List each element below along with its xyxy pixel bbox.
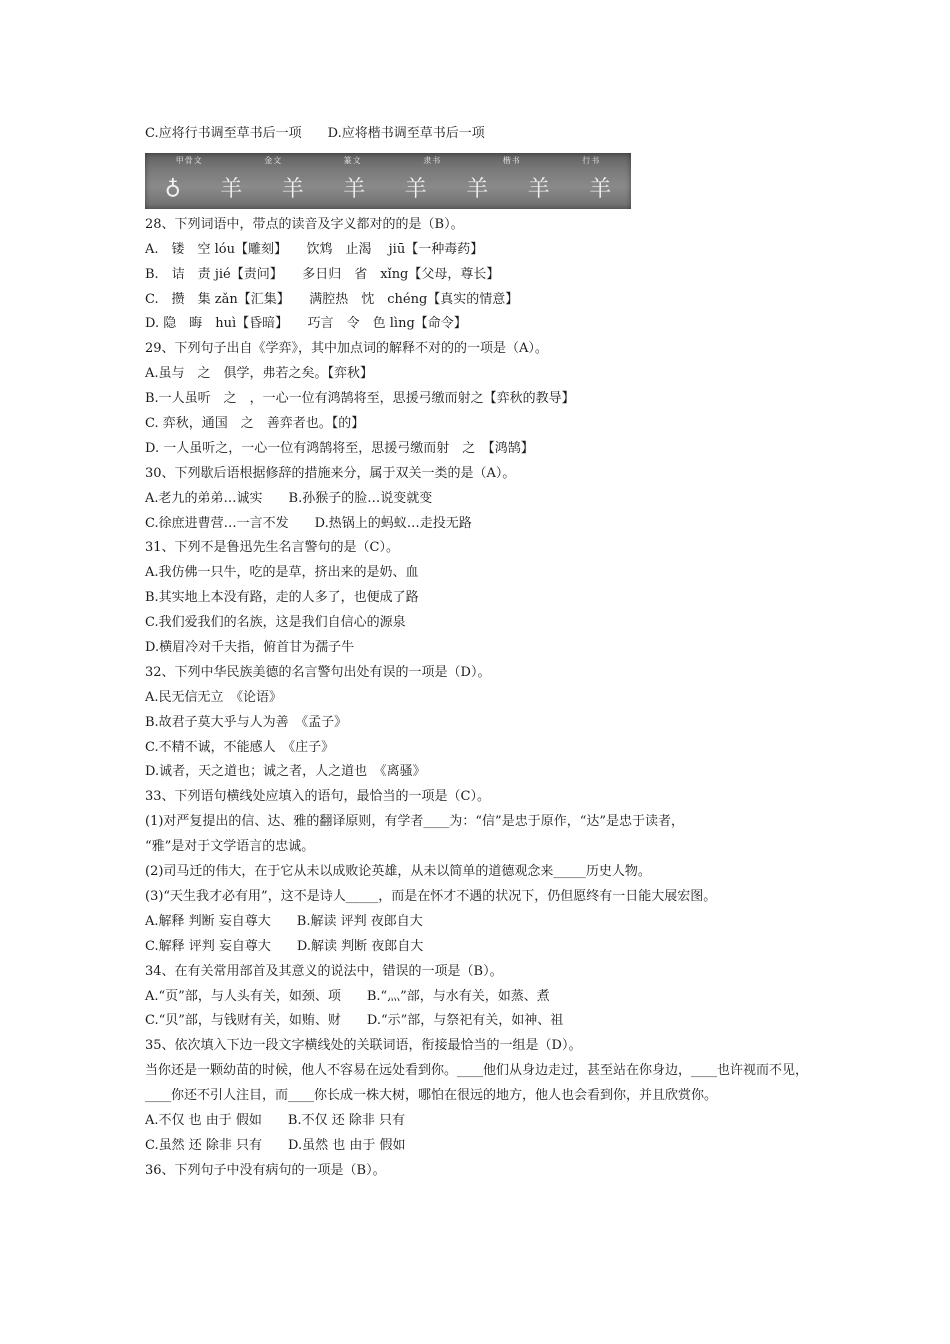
glyph: 羊: [343, 177, 366, 203]
option-line: C.虽然 还 除非 只有 D.虽然 也 由于 假如: [145, 1137, 406, 1153]
glyph: 羊: [281, 177, 304, 203]
document-page: [145, 122, 825, 1184]
glyph: ♁: [164, 175, 181, 201]
script-header: 甲骨文: [175, 155, 203, 165]
calligraphy-image: [145, 153, 631, 209]
script-header: 楷书: [502, 155, 521, 165]
option-line: A.虽与 之 俱学，弗若之矣。【弈秋】: [145, 366, 374, 382]
text-line: C.应将行书调至草书后一项 D.应将楷书调至草书后一项: [145, 126, 485, 141]
option-line: B.一人虽听 之 ，一心一位有鸿鹄将至，思援弓缴而射之【弈秋的教导】: [145, 391, 575, 407]
option-line: B.故君子莫大乎与人为善 《孟子》: [145, 714, 348, 730]
glyph: 羊: [527, 177, 550, 203]
question-35-paragraph: 当你还是一颗幼苗的时候，他人不容易在远处看到你。____他们从身边走过，甚至站在你身边，____也许视而不见，____你还不引人注目，而____你长成一株大树，哪怕在很远的地方，他人也会看到你，并且欣赏你。: [145, 1063, 809, 1104]
option-line: C.解释 评判 妄自尊大 D.解读 判断 夜郎自大: [145, 938, 424, 954]
option-line: A.“页”部，与人头有关，如颈、项 B.“灬”部，与水有关，如蒸、煮: [145, 988, 550, 1004]
option-line: C.“贝”部，与钱财有关，如贿、财 D.“示”部，与祭祀有关，如神、祖: [145, 1013, 564, 1029]
question-36: 36、下列句子中没有病句的一项是（B）。: [145, 1162, 386, 1178]
option-line: A.不仅 也 由于 假如 B.不仅 还 除非 只有: [145, 1112, 406, 1128]
glyph: 羊: [404, 177, 427, 203]
script-header: 金文: [264, 155, 283, 165]
glyph: 羊: [466, 177, 489, 203]
option-line: C. 攒 集 zǎn【汇集】 满腔热 忱 chéng【真实的情意】: [145, 291, 519, 307]
question-30: 30、下列歇后语根据修辞的措施来分，属于双关一类的是（A）。: [145, 465, 516, 481]
option-line: C.徐庶进曹营…一言不发 D.热锅上的蚂蚁…走投无路: [145, 515, 472, 531]
calligraphy-glyphs: [145, 169, 631, 207]
script-type-headers: [145, 153, 631, 168]
option-line: B.其实地上本没有路，走的人多了，也便成了路: [145, 590, 419, 606]
option-line: D. 一人虽听之，一心一位有鸿鹄将至，思援弓缴而射 之 【鸿鹄】: [145, 440, 534, 456]
sentence-line: “雅”是对于文学语言的忠诚。: [145, 839, 315, 855]
glyph: 羊: [589, 177, 612, 203]
option-line: C. 弈秋，通国 之 善弈者也。【的】: [145, 416, 365, 432]
question-31: 31、下列不是鲁迅先生名言警句的是（C）。: [145, 540, 399, 556]
question-35: 35、依次填入下边一段文字横线处的关联词语，衔接最恰当的一组是（D）。: [145, 1038, 582, 1054]
option-line: A.我仿佛一只牛，吃的是草，挤出来的是奶、血: [145, 565, 419, 581]
option-line: A. 镂 空 lóu【雕刻】 饮鸩 止渴 jiū【一种毒药】: [145, 241, 484, 257]
question-33: 33、下列语句横线处应填入的语句，最恰当的一项是（C）。: [145, 789, 490, 805]
script-header: 篆文: [343, 155, 362, 165]
option-line: C.我们爱我们的名族，这是我们自信心的源泉: [145, 615, 406, 631]
glyph: 羊: [220, 177, 243, 203]
question-34: 34、在有关常用部首及其意义的说法中，错误的一项是（B）。: [145, 963, 503, 979]
option-line: D.横眉冷对千夫指，俯首甘为孺子牛: [145, 640, 355, 656]
question-28: 28、下列词语中，带点的读音及字义都对的的是（B）。: [145, 216, 464, 232]
sentence-line: (3)“天生我才必有用”，这不是诗人_____，而是在怀才不遇的状况下，仍但愿终有一日能大展宏图。: [145, 888, 717, 904]
option-line: B. 诘 责 jié【责问】 多日归 省 xǐng【父母，尊长】: [145, 266, 500, 282]
script-header: 行书: [582, 155, 601, 165]
option-line: A.解释 判断 妄自尊大 B.解读 评判 夜郎自大: [145, 913, 423, 929]
script-header: 隶书: [423, 155, 442, 165]
question-32: 32、下列中华民族美德的名言警句出处有误的一项是（D）。: [145, 664, 491, 680]
option-line: A.民无信无立 《论语》: [145, 689, 283, 705]
sentence-line: (2)司马迁的伟大，在于它从未以成败论英雄，从未以简单的道德观念来_____历史人物。: [145, 864, 651, 880]
sentence-line: (1)对严复提出的信、达、雅的翻译原则，有学者____为：“信”是忠于原作，“达”是忠于读者，: [145, 814, 684, 830]
question-29: 29、下列句子出自《学弈》，其中加点词的解释不对的的一项是（A）。: [145, 341, 548, 357]
option-line: D.诚者，天之道也；诚之者，人之道也 《离骚》: [145, 764, 426, 780]
option-line: A.老九的弟弟…诚实 B.孙猴子的脸…说变就变: [145, 490, 433, 506]
option-line: C.不精不诚，不能感人 《庄子》: [145, 739, 335, 755]
option-line: D. 隐 晦 huì【昏暗】 巧言 令 色 lìng【命令】: [145, 316, 467, 332]
